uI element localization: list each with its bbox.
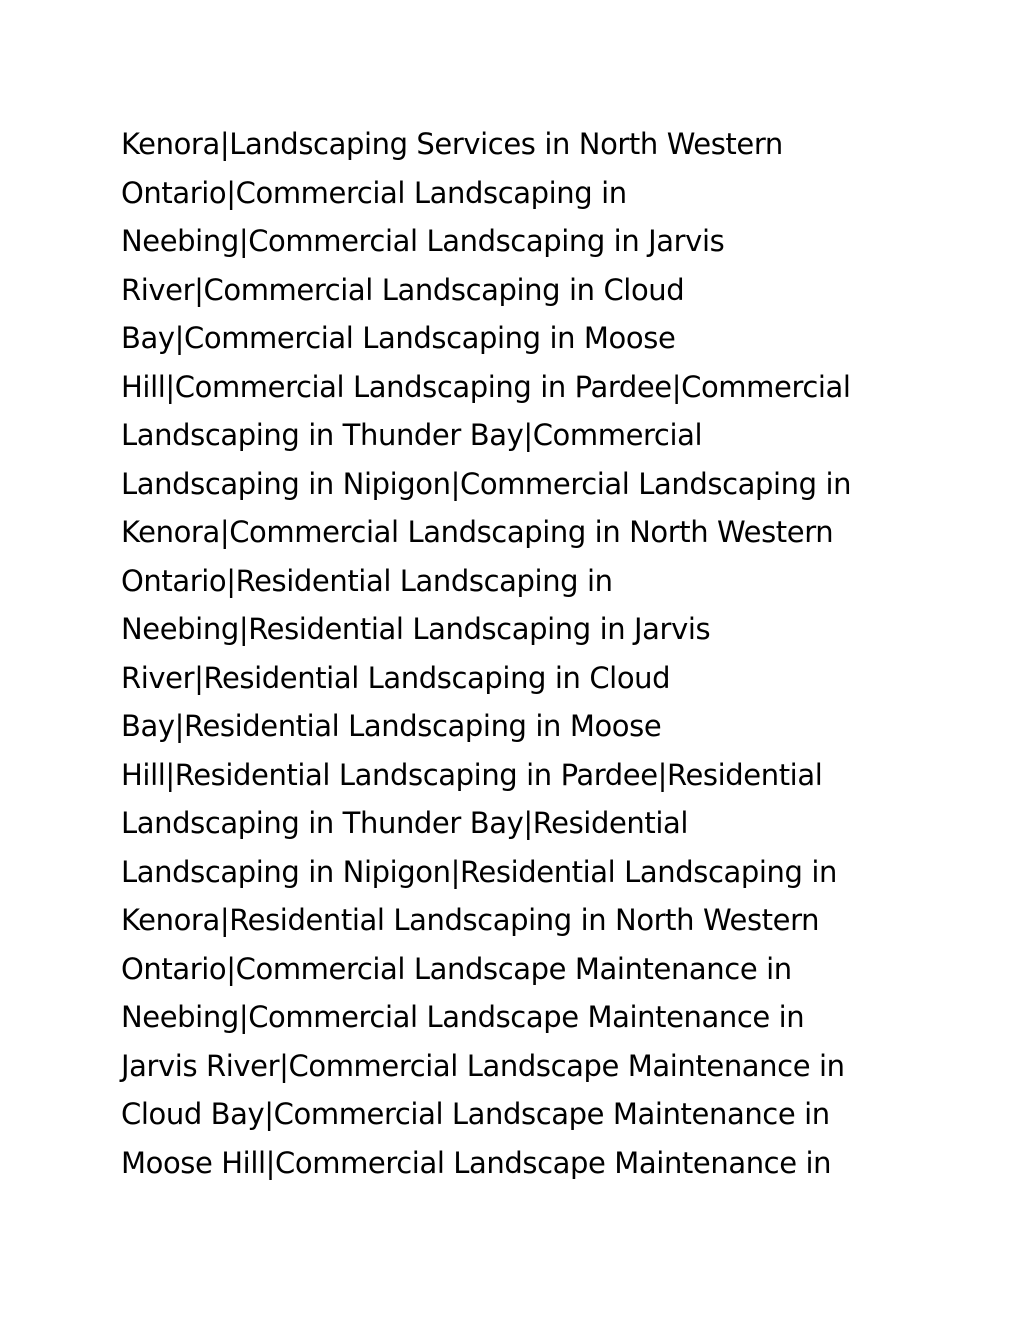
text-line: Cloud Bay|Commercial Landscape Maintenance in (121, 1097, 830, 1131)
text-line: Bay|Commercial Landscaping in Moose (121, 321, 676, 355)
text-line: Kenora|Residential Landscaping in North Western (121, 903, 820, 937)
text-line: River|Residential Landscaping in Cloud (121, 660, 671, 695)
text-line: Ontario|Residential Landscaping in (121, 563, 613, 598)
text-line: Landscaping in Thunder Bay|Residential (121, 806, 689, 840)
text-line: Ontario|Commercial Landscape Maintenance in (121, 951, 792, 986)
text-line: Neebing|Residential Landscaping in Jarvis (121, 612, 711, 646)
text-line: Landscaping in Thunder Bay|Commercial (121, 418, 703, 452)
text-line: Kenora|Landscaping Services in North Western (121, 127, 783, 161)
text-line: Hill|Residential Landscaping in Pardee|Residential (121, 757, 823, 792)
text-line: River|Commercial Landscaping in Cloud (121, 272, 685, 307)
body-text (121, 120, 921, 1187)
text-line: Jarvis River|Commercial Landscape Maintenance in (121, 1048, 845, 1083)
text-line: Landscaping in Nipigon|Commercial Landscaping in (121, 466, 852, 501)
text-line: Neebing|Commercial Landscape Maintenance in (121, 1000, 805, 1034)
text-line: Hill|Commercial Landscaping in Pardee|Commercial (121, 369, 851, 404)
text-line: Landscaping in Nipigon|Residential Landscaping in (121, 854, 837, 889)
text-line: Ontario|Commercial Landscaping in (121, 175, 627, 210)
text-line: Moose Hill|Commercial Landscape Maintenance in (121, 1145, 832, 1180)
text-line: Bay|Residential Landscaping in Moose (121, 709, 662, 743)
text-line: Kenora|Commercial Landscaping in North Western (121, 515, 834, 549)
text-line: Neebing|Commercial Landscaping in Jarvis (121, 224, 725, 258)
